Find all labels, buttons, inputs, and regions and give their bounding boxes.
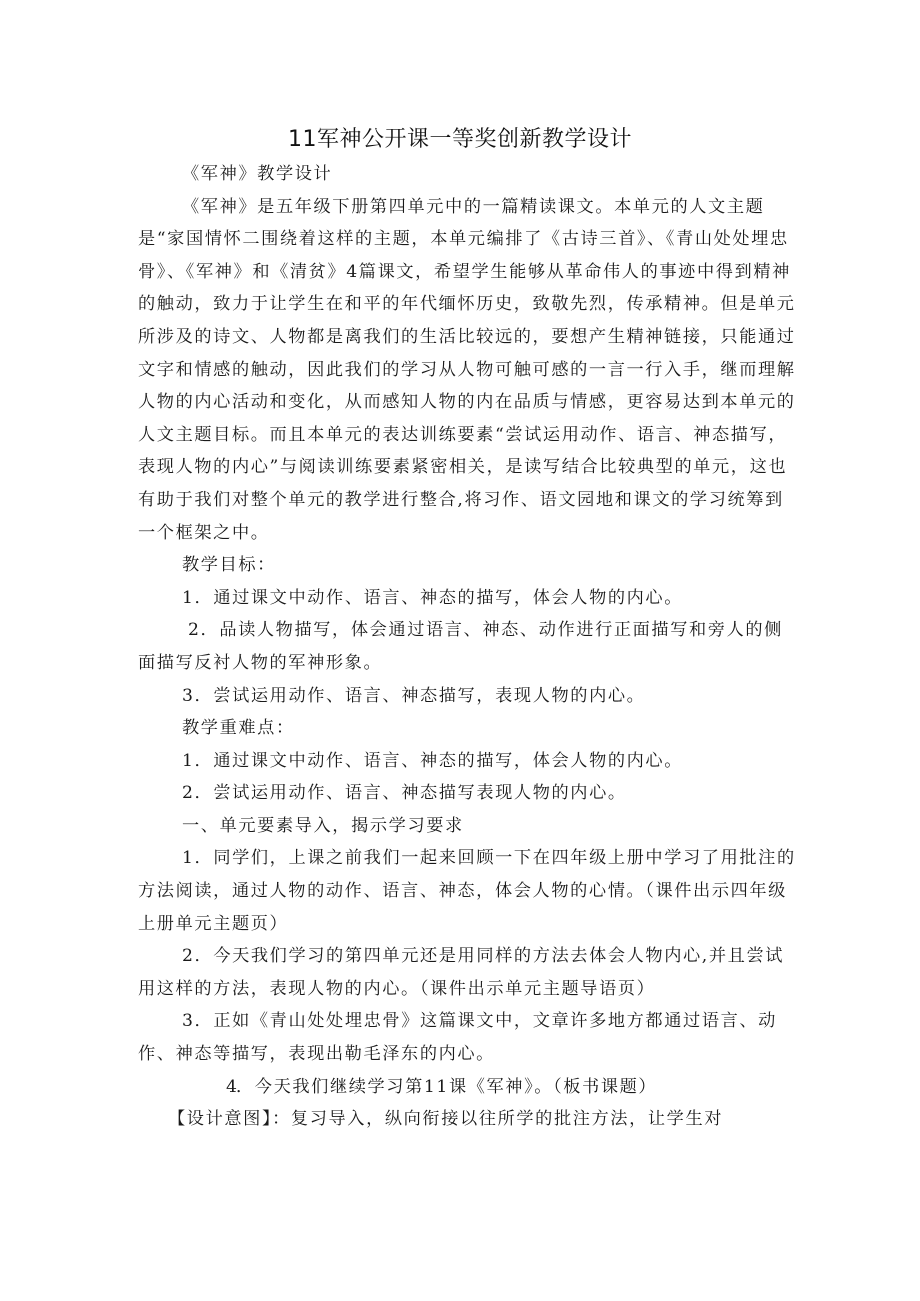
key-point-1: 1．通过课文中动作、语言、神态的描写，体会人物的内心。	[182, 750, 684, 771]
step-2: 2．今天我们学习的第四单元还是用同样的方法去体会人物内心,并且尝试用这样的方法，表现人物的内心。（课件出示单元主题导语页）	[138, 946, 785, 999]
step-3: 3．正如《青山处处埋忠骨》这篇课文中，文章许多地方都通过语言、动作、神态等描写，表现出勒毛泽东的内心。	[138, 1011, 777, 1065]
goal-1: 1．通过课文中动作、语言、神态的描写，体会人物的内心。	[182, 587, 684, 608]
key-point-2: 2．尝试运用动作、语言、神态描写表现人物的内心。	[182, 783, 627, 804]
step-1: 1．同学们，上课之前我们一起来回顾一下在四年级上册中学习了用批注的方法阅读，通过人物的动作、语言、神态，体会人物的心情。（课件出示四年级上册单元主题页）	[138, 848, 796, 934]
document-body	[138, 158, 798, 1136]
document-title: 11军神公开课一等奖创新教学设计	[288, 127, 632, 152]
goals-heading: 教学目标：	[182, 555, 276, 576]
design-intent: 【设计意图】：复习导入，纵向衔接以往所学的批注方法，让学生对	[168, 1109, 724, 1130]
goal-3: 3．尝试运用动作、语言、神态描写，表现人物的内心。	[182, 685, 646, 706]
section-1-heading: 一、单元要素导入，揭示学习要求	[182, 815, 464, 836]
subtitle: 《军神》教学设计	[182, 164, 333, 184]
goal-2: 2．品读人物描写，体会通过语言、神态、动作进行正面描写和旁人的侧面描写反衬人物的军神形象。	[138, 620, 783, 673]
step-4-number: 4	[226, 1076, 239, 1097]
key-points-heading: 教学重难点：	[182, 718, 295, 739]
intro-paragraph: 《军神》是五年级下册第四单元中的一篇精读课文。本单元的人文主题是“家国情怀二围绕着这样的主题，本单元编排了《古诗三首》、《青山处处埋忠骨》、《军神》和《清贫》4篇课文，希望学生能够从革命伟人的事迹中得到精神的触动，致力于让学生在和平的年代缅怀历史，致敬先烈，传承精神。但是单元所涉及的诗文、人物都是离我们的生活比较远的，要想产生精神链接，只能通过文字和情感的触动，因此我们的学习从人物可触可感的一言一行入手，继而理解人物的内心活动和变化，从而感知人物的内在品质与情感，更容易达到本单元的人文主题目标。而且本单元的表达训练要素“尝试运用动作、语言、神态描写，表现人物的内心”与阅读训练要素紧密相关，是读写结合比较典型的单元，这也有助于我们对整个单元的教学进行整合,将习作、语文园地和课文的学习统筹到一个框架之中。	[138, 196, 796, 543]
step-4-text: ．今天我们继续学习第11课《军神》。（板书课题）	[236, 1076, 658, 1097]
step-4	[138, 1071, 798, 1104]
